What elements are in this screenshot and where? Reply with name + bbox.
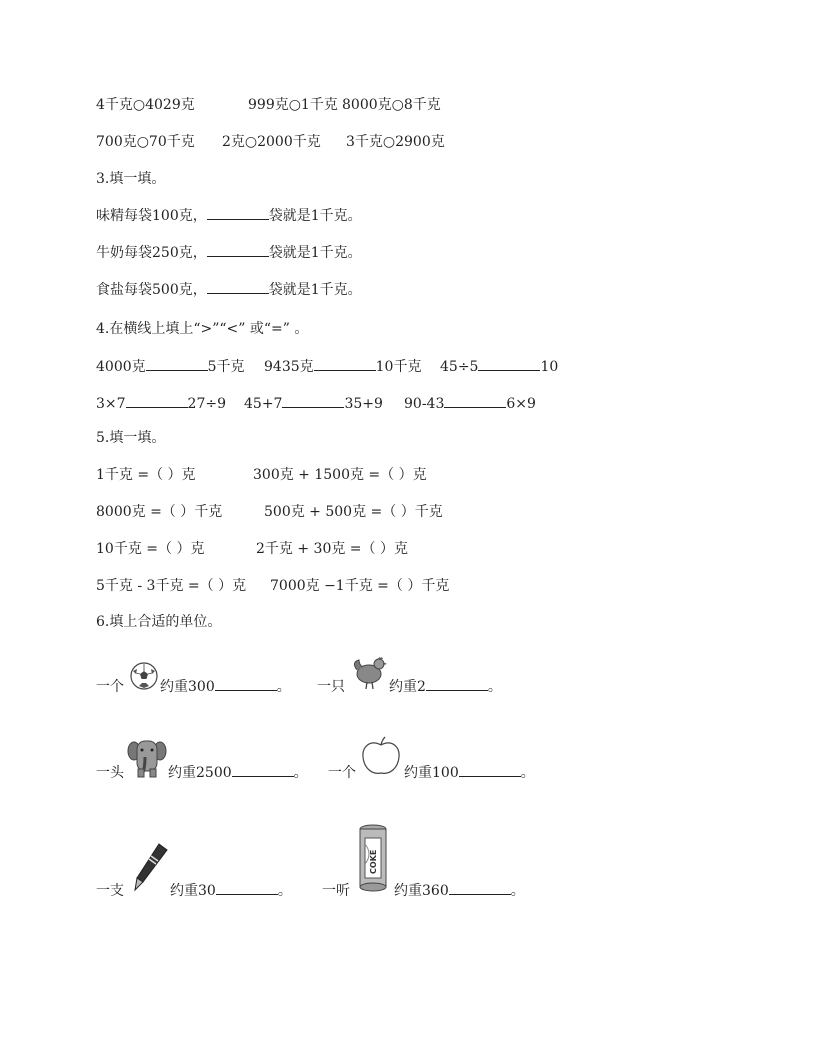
can-label: COKE: [369, 849, 378, 874]
answer-blank[interactable]: [126, 395, 188, 408]
convert-item[interactable]: 7000克 −1千克 =（ ）千克: [270, 578, 450, 594]
answer-blank[interactable]: [444, 395, 506, 408]
compare-pair: [244, 395, 383, 413]
answer-blank[interactable]: [449, 882, 511, 895]
unit-suffix: [170, 882, 292, 900]
fill-suffix: 袋就是1千克。: [268, 282, 362, 298]
left-operand: 3×7: [96, 396, 126, 412]
chicken-icon: [349, 652, 389, 692]
right-operand: 10千克: [375, 359, 422, 375]
convert-item[interactable]: 2千克 + 30克 =（ ）克: [256, 541, 408, 557]
section-6-heading: 6.填上合适的单位。: [96, 614, 222, 630]
unit-prefix: 一支: [96, 883, 124, 899]
fill-prefix: 味精每袋100克，: [96, 208, 207, 224]
unit-suffix: [394, 882, 525, 900]
fill-item: [96, 207, 362, 225]
convert-item[interactable]: 1千克 =（ ）克: [96, 467, 196, 483]
left-operand: 45÷5: [440, 359, 479, 375]
answer-blank[interactable]: [459, 764, 521, 777]
answer-blank[interactable]: [207, 244, 269, 257]
compare-pair: [96, 358, 245, 376]
period: 。: [276, 679, 291, 695]
answer-blank[interactable]: [426, 678, 488, 691]
unit-prefix: 一只: [317, 679, 345, 695]
answer-blank[interactable]: [216, 882, 278, 895]
compare-pair: [440, 358, 558, 376]
left-operand: 4000克: [96, 359, 146, 375]
pen-icon: [129, 842, 169, 892]
compare-item: 3千克○2900克: [346, 134, 445, 150]
compare-item: 4千克○4029克: [96, 97, 195, 113]
weight-text: 约重30: [170, 883, 216, 899]
weight-text: 约重2500: [168, 765, 232, 781]
period: 。: [277, 883, 292, 899]
fill-suffix: 袋就是1千克。: [268, 245, 362, 261]
convert-item[interactable]: 500克 + 500克 =（ ）千克: [264, 504, 443, 520]
weight-text: 约重2: [389, 679, 426, 695]
period: 。: [510, 883, 525, 899]
unit-prefix: 一听: [322, 883, 350, 899]
left-operand: 45+7: [244, 396, 283, 412]
answer-blank[interactable]: [314, 358, 376, 371]
fill-suffix: 袋就是1千克。: [268, 208, 362, 224]
convert-item[interactable]: 8000克 =（ ）千克: [96, 504, 223, 520]
answer-blank[interactable]: [232, 764, 294, 777]
elephant-icon: [127, 737, 167, 779]
answer-blank[interactable]: [215, 678, 277, 691]
unit-prefix: 一头: [96, 765, 124, 781]
right-operand: 10: [540, 359, 559, 375]
unit-suffix: [404, 764, 535, 782]
unit-suffix: [389, 678, 502, 696]
period: 。: [293, 765, 308, 781]
compare-item: 2克○2000千克: [222, 134, 321, 150]
compare-pair: [96, 395, 226, 413]
left-operand: 9435克: [264, 359, 314, 375]
fill-prefix: 牛奶每袋250克，: [96, 245, 207, 261]
answer-blank[interactable]: [146, 358, 208, 371]
period: 。: [487, 679, 502, 695]
answer-blank[interactable]: [282, 395, 344, 408]
section-4-heading: 4.在横线上填上“>”“<” 或“=” 。: [96, 321, 309, 337]
compare-item: 700克○70千克: [96, 134, 195, 150]
compare-pair: [264, 358, 421, 376]
period: 。: [520, 765, 535, 781]
weight-text: 约重360: [394, 883, 449, 899]
fill-item: [96, 281, 362, 299]
right-operand: 35+9: [344, 396, 383, 412]
left-operand: 90-43: [404, 396, 445, 412]
compare-pair: [404, 395, 536, 413]
answer-blank[interactable]: [207, 281, 269, 294]
convert-item[interactable]: 10千克 =（ ）克: [96, 541, 205, 557]
right-operand: 5千克: [207, 359, 245, 375]
convert-item[interactable]: 300克 + 1500克 =（ ）克: [253, 467, 427, 483]
apple-icon: [360, 735, 402, 777]
unit-suffix: [168, 764, 308, 782]
fill-item: [96, 244, 362, 262]
section-5-heading: 5.填一填。: [96, 430, 166, 446]
weight-text: 约重300: [160, 679, 215, 695]
cola-can-icon: [356, 824, 390, 894]
compare-item: 8000克○8千克: [342, 97, 441, 113]
unit-prefix: 一个: [96, 679, 124, 695]
right-operand: 27÷9: [187, 396, 226, 412]
section-3-heading: 3.填一填。: [96, 171, 166, 187]
unit-suffix: [160, 678, 291, 696]
compare-item: 999克○1千克: [248, 97, 338, 113]
answer-blank[interactable]: [207, 207, 269, 220]
right-operand: 6×9: [506, 396, 536, 412]
weight-text: 约重100: [404, 765, 459, 781]
fill-prefix: 食盐每袋500克，: [96, 282, 207, 298]
convert-item[interactable]: 5千克 - 3千克 =（ ）克: [96, 578, 247, 594]
unit-prefix: 一个: [328, 765, 356, 781]
soccer-ball-icon: [129, 661, 159, 691]
answer-blank[interactable]: [478, 358, 540, 371]
